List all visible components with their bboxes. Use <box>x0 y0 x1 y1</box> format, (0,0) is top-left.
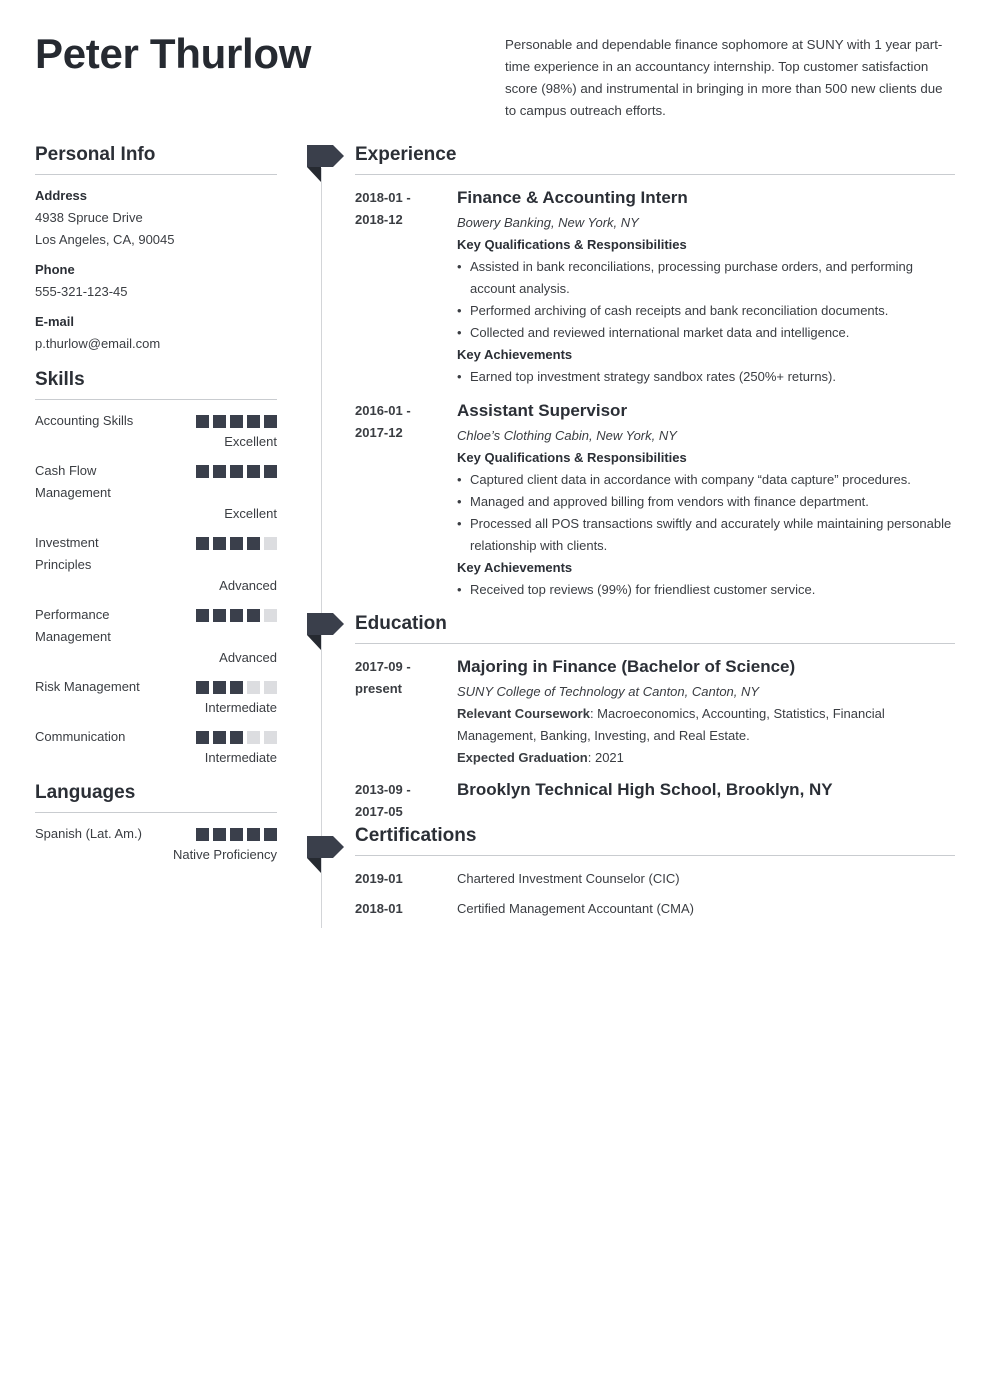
cert-name: Chartered Investment Counselor (CIC) <box>457 871 680 886</box>
address-label: Address <box>35 188 88 203</box>
skill-name: Investment Principles <box>35 535 99 572</box>
rating-square-filled <box>247 415 260 428</box>
skill-level: Intermediate <box>204 700 277 715</box>
entry-date <box>355 656 450 700</box>
responsibility-item: • Assisted in bank reconciliations, processing purchase orders, and performing account analysis. <box>457 256 955 300</box>
responsibilities-heading: Key Qualifications & Responsibilities <box>457 237 687 252</box>
skill-level: Excellent <box>224 434 277 449</box>
rating-square-filled <box>230 609 243 622</box>
timeline-line <box>321 168 322 928</box>
skill-item <box>35 676 277 718</box>
job-title: Assistant Supervisor <box>457 401 628 420</box>
cert-date: 2019-01 <box>355 871 403 886</box>
skill-rating <box>196 731 277 744</box>
coursework-label: Relevant Coursework <box>457 706 590 721</box>
rating-square-filled <box>196 609 209 622</box>
skill-item <box>35 532 277 596</box>
responsibility-item: • Processed all POS transactions swiftly and accurately while maintaining personable relationship with clients. <box>457 513 955 557</box>
rating-square-empty <box>247 731 260 744</box>
achievements-heading: Key Achievements <box>457 347 573 362</box>
date-start: 2016-01 - <box>355 403 411 418</box>
rating-square-empty <box>264 609 277 622</box>
coursework-text: : Macroeconomics, Accounting, Statistics, Financial Management, Banking, Investing, and Real Estate. <box>457 706 885 743</box>
rating-square-empty <box>247 681 260 694</box>
education-flag-icon <box>307 613 344 651</box>
rating-square-filled <box>213 415 226 428</box>
graduation-label: Expected Graduation <box>457 750 588 765</box>
rating-square-empty <box>264 537 277 550</box>
experience-flag-icon <box>307 145 344 183</box>
degree-title: Majoring in Finance (Bachelor of Science) <box>457 657 796 676</box>
date-start: 2013-09 - <box>355 782 411 797</box>
email-block <box>35 311 277 355</box>
skill-level: Excellent <box>224 506 277 521</box>
entry-date <box>355 187 450 231</box>
skill-level: Native Proficiency <box>172 847 277 862</box>
skills-heading: Skills <box>35 369 277 400</box>
skill-name: Accounting Skills <box>35 413 134 428</box>
left-column <box>35 144 277 873</box>
responsibility-item: • Managed and approved billing from vendors with finance department. <box>457 491 955 513</box>
graduation <box>457 747 955 769</box>
date-end: 2018-12 <box>355 212 403 227</box>
certifications-heading: Certifications <box>355 825 955 856</box>
resume-summary: Personable and dependable finance sophomore at SUNY with 1 year part-time experience in an accountancy internship. Top customer satisfaction score (98%) and instrumental in bringing in more than 500 new clients due to campus outreach efforts. <box>505 37 943 118</box>
rating-square-filled <box>247 537 260 550</box>
company-name: Chloe’s Clothing Cabin, New York, NY <box>457 428 677 443</box>
skills-list <box>35 410 277 768</box>
responsibility-item: • Performed archiving of cash receipts and bank reconciliation documents. <box>457 300 955 322</box>
certifications-list <box>355 868 955 928</box>
rating-square-filled <box>196 681 209 694</box>
certification-item <box>355 868 955 898</box>
rating-square-filled <box>213 537 226 550</box>
skill-name: Risk Management <box>35 679 140 694</box>
rating-square-filled <box>213 681 226 694</box>
rating-square-filled <box>196 828 209 841</box>
achievement-item: • Earned top investment strategy sandbox rates (250%+ returns). <box>457 366 955 388</box>
skill-level: Intermediate <box>204 750 277 765</box>
skill-item <box>35 460 277 524</box>
resume-name: Peter Thurlow <box>35 30 312 77</box>
degree-title: Brooklyn Technical High School, Brooklyn, NY <box>457 780 833 799</box>
responsibilities-list <box>457 256 955 344</box>
coursework <box>457 703 955 747</box>
skill-rating <box>196 415 277 428</box>
skill-rating <box>196 537 277 550</box>
rating-square-filled <box>264 415 277 428</box>
achievement-item: • Received top reviews (99%) for friendliest customer service. <box>457 579 955 601</box>
rating-square-empty <box>264 731 277 744</box>
date-end: 2017-12 <box>355 425 403 440</box>
skill-item <box>35 410 277 452</box>
rating-square-filled <box>196 537 209 550</box>
rating-square-filled <box>264 828 277 841</box>
skill-rating <box>196 465 277 478</box>
email-value[interactable]: p.thurlow@email.com <box>35 336 161 351</box>
skill-level: Advanced <box>219 578 277 593</box>
rating-square-filled <box>213 828 226 841</box>
school-name: SUNY College of Technology at Canton, Canton, NY <box>457 684 760 699</box>
entry-date <box>355 779 450 823</box>
job-title: Finance & Accounting Intern <box>457 188 688 207</box>
rating-square-filled <box>230 537 243 550</box>
date-start: 2018-01 - <box>355 190 411 205</box>
date-end: present <box>355 681 402 696</box>
address-block <box>35 185 277 251</box>
rating-square-filled <box>264 465 277 478</box>
skill-item <box>35 726 277 768</box>
languages-heading: Languages <box>35 782 277 813</box>
right-column <box>355 144 955 928</box>
skill-rating <box>196 609 277 622</box>
phone-block <box>35 259 277 303</box>
phone-value: 555-321-123-45 <box>35 284 128 299</box>
skill-level: Advanced <box>219 650 277 665</box>
skill-name: Communication <box>35 729 126 744</box>
address-line2: Los Angeles, CA, 90045 <box>35 232 175 247</box>
rating-square-filled <box>230 731 243 744</box>
languages-list <box>35 823 277 865</box>
responsibility-item: • Captured client data in accordance with company “data capture” procedures. <box>457 469 955 491</box>
certifications-flag-icon <box>307 836 344 874</box>
date-end: 2017-05 <box>355 804 403 819</box>
address-line1: 4938 Spruce Drive <box>35 210 143 225</box>
rating-square-filled <box>247 609 260 622</box>
rating-square-filled <box>230 415 243 428</box>
skill-name: Performance Management <box>35 607 111 644</box>
rating-square-filled <box>230 465 243 478</box>
skill-rating <box>196 828 277 841</box>
graduation-text: : 2021 <box>587 750 624 765</box>
achievements-list <box>457 366 955 388</box>
entry-date <box>355 400 450 444</box>
rating-square-filled <box>230 681 243 694</box>
rating-square-filled <box>247 828 260 841</box>
language-item <box>35 823 277 865</box>
certification-item <box>355 898 955 928</box>
experience-entry <box>355 187 955 388</box>
achievements-list <box>457 579 955 601</box>
company-name: Bowery Banking, New York, NY <box>457 215 639 230</box>
rating-square-empty <box>264 681 277 694</box>
rating-square-filled <box>196 465 209 478</box>
rating-square-filled <box>230 828 243 841</box>
rating-square-filled <box>196 731 209 744</box>
cert-date: 2018-01 <box>355 901 403 916</box>
responsibilities-heading: Key Qualifications & Responsibilities <box>457 450 687 465</box>
skill-name: Spanish (Lat. Am.) <box>35 826 142 841</box>
skill-name: Cash Flow Management <box>35 463 111 500</box>
responsibilities-list <box>457 469 955 557</box>
experience-heading: Experience <box>355 144 955 175</box>
rating-square-filled <box>247 465 260 478</box>
rating-square-filled <box>213 609 226 622</box>
experience-list <box>355 187 955 601</box>
skill-rating <box>196 681 277 694</box>
personal-info-heading: Personal Info <box>35 144 277 175</box>
email-label: E-mail <box>35 314 75 329</box>
education-heading: Education <box>355 613 955 644</box>
responsibility-item: • Collected and reviewed international market data and intelligence. <box>457 322 955 344</box>
education-entry <box>355 779 955 825</box>
cert-name: Certified Management Accountant (CMA) <box>457 901 694 916</box>
rating-square-filled <box>213 731 226 744</box>
achievements-heading: Key Achievements <box>457 560 573 575</box>
rating-square-filled <box>213 465 226 478</box>
experience-entry <box>355 400 955 601</box>
skill-item <box>35 604 277 668</box>
education-entry <box>355 656 955 769</box>
phone-label: Phone <box>35 262 75 277</box>
rating-square-filled <box>196 415 209 428</box>
date-start: 2017-09 - <box>355 659 411 674</box>
education-list <box>355 656 955 825</box>
